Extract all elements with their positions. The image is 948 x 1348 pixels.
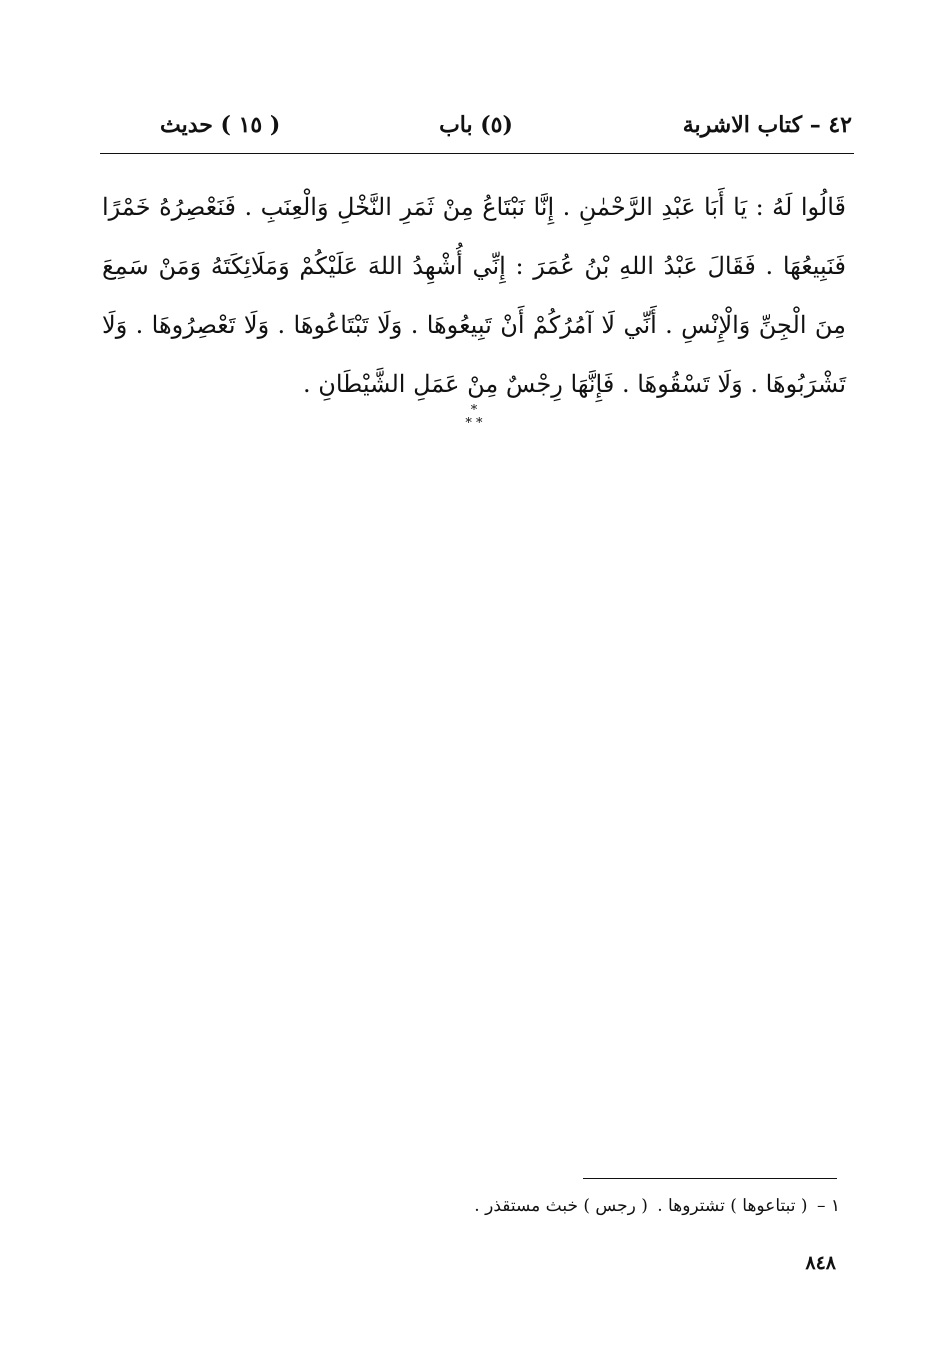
section-ornament (0, 404, 948, 430)
header-divider (100, 153, 854, 154)
running-header (100, 112, 852, 148)
ornament-stars-bottom: * * (465, 416, 483, 431)
chapter-title: ٤٢ – كتاب الاشربة (682, 112, 852, 138)
footnote (470, 1196, 840, 1216)
section-label: (٥) باب (439, 112, 513, 138)
footnote-divider (583, 1178, 837, 1179)
footnote-gloss-2: ( رجس ) خبث مستقذر . (474, 1196, 648, 1216)
ornament-star-top: * (470, 403, 478, 418)
footnote-gloss-1: ( تبتاعوها ) تشتروها . (657, 1196, 808, 1216)
page-number: ٨٤٨ (805, 1252, 836, 1274)
footnote-number: ١ – (816, 1196, 840, 1216)
hadith-label: ( ١٥ ) حديث (160, 112, 281, 138)
hadith-text: قَالُوا لَهُ : يَا أَبَا عَبْدِ الرَّحْمٰنِ . إِنَّا نَبْتَاعُ مِنْ ثَمَرِ النَّخْلِ وَالْعِنَبِ . فَنَعْصِرُهُ خَمْرًا فَنَبِيعُهَا . فَقَالَ عَبْدُ اللهِ بْنُ عُمَرَ : إِنِّي أُشْهِدُ اللهَ عَلَيْكُمْ وَمَلَائِكَتَهُ وَمَنْ سَمِعَ مِنَ الْجِنِّ وَالْإِنْسِ . أَنِّي لَا آمُرُكُمْ أَنْ تَبِيعُوهَا . وَلَا تَبْتَاعُوهَا . وَلَا تَعْصِرُوهَا . وَلَا تَشْرَبُوهَا . وَلَا تَسْقُوهَا . فَإِنَّهَا رِجْسٌ مِنْ عَمَلِ الشَّيْطَانِ . (102, 193, 846, 398)
